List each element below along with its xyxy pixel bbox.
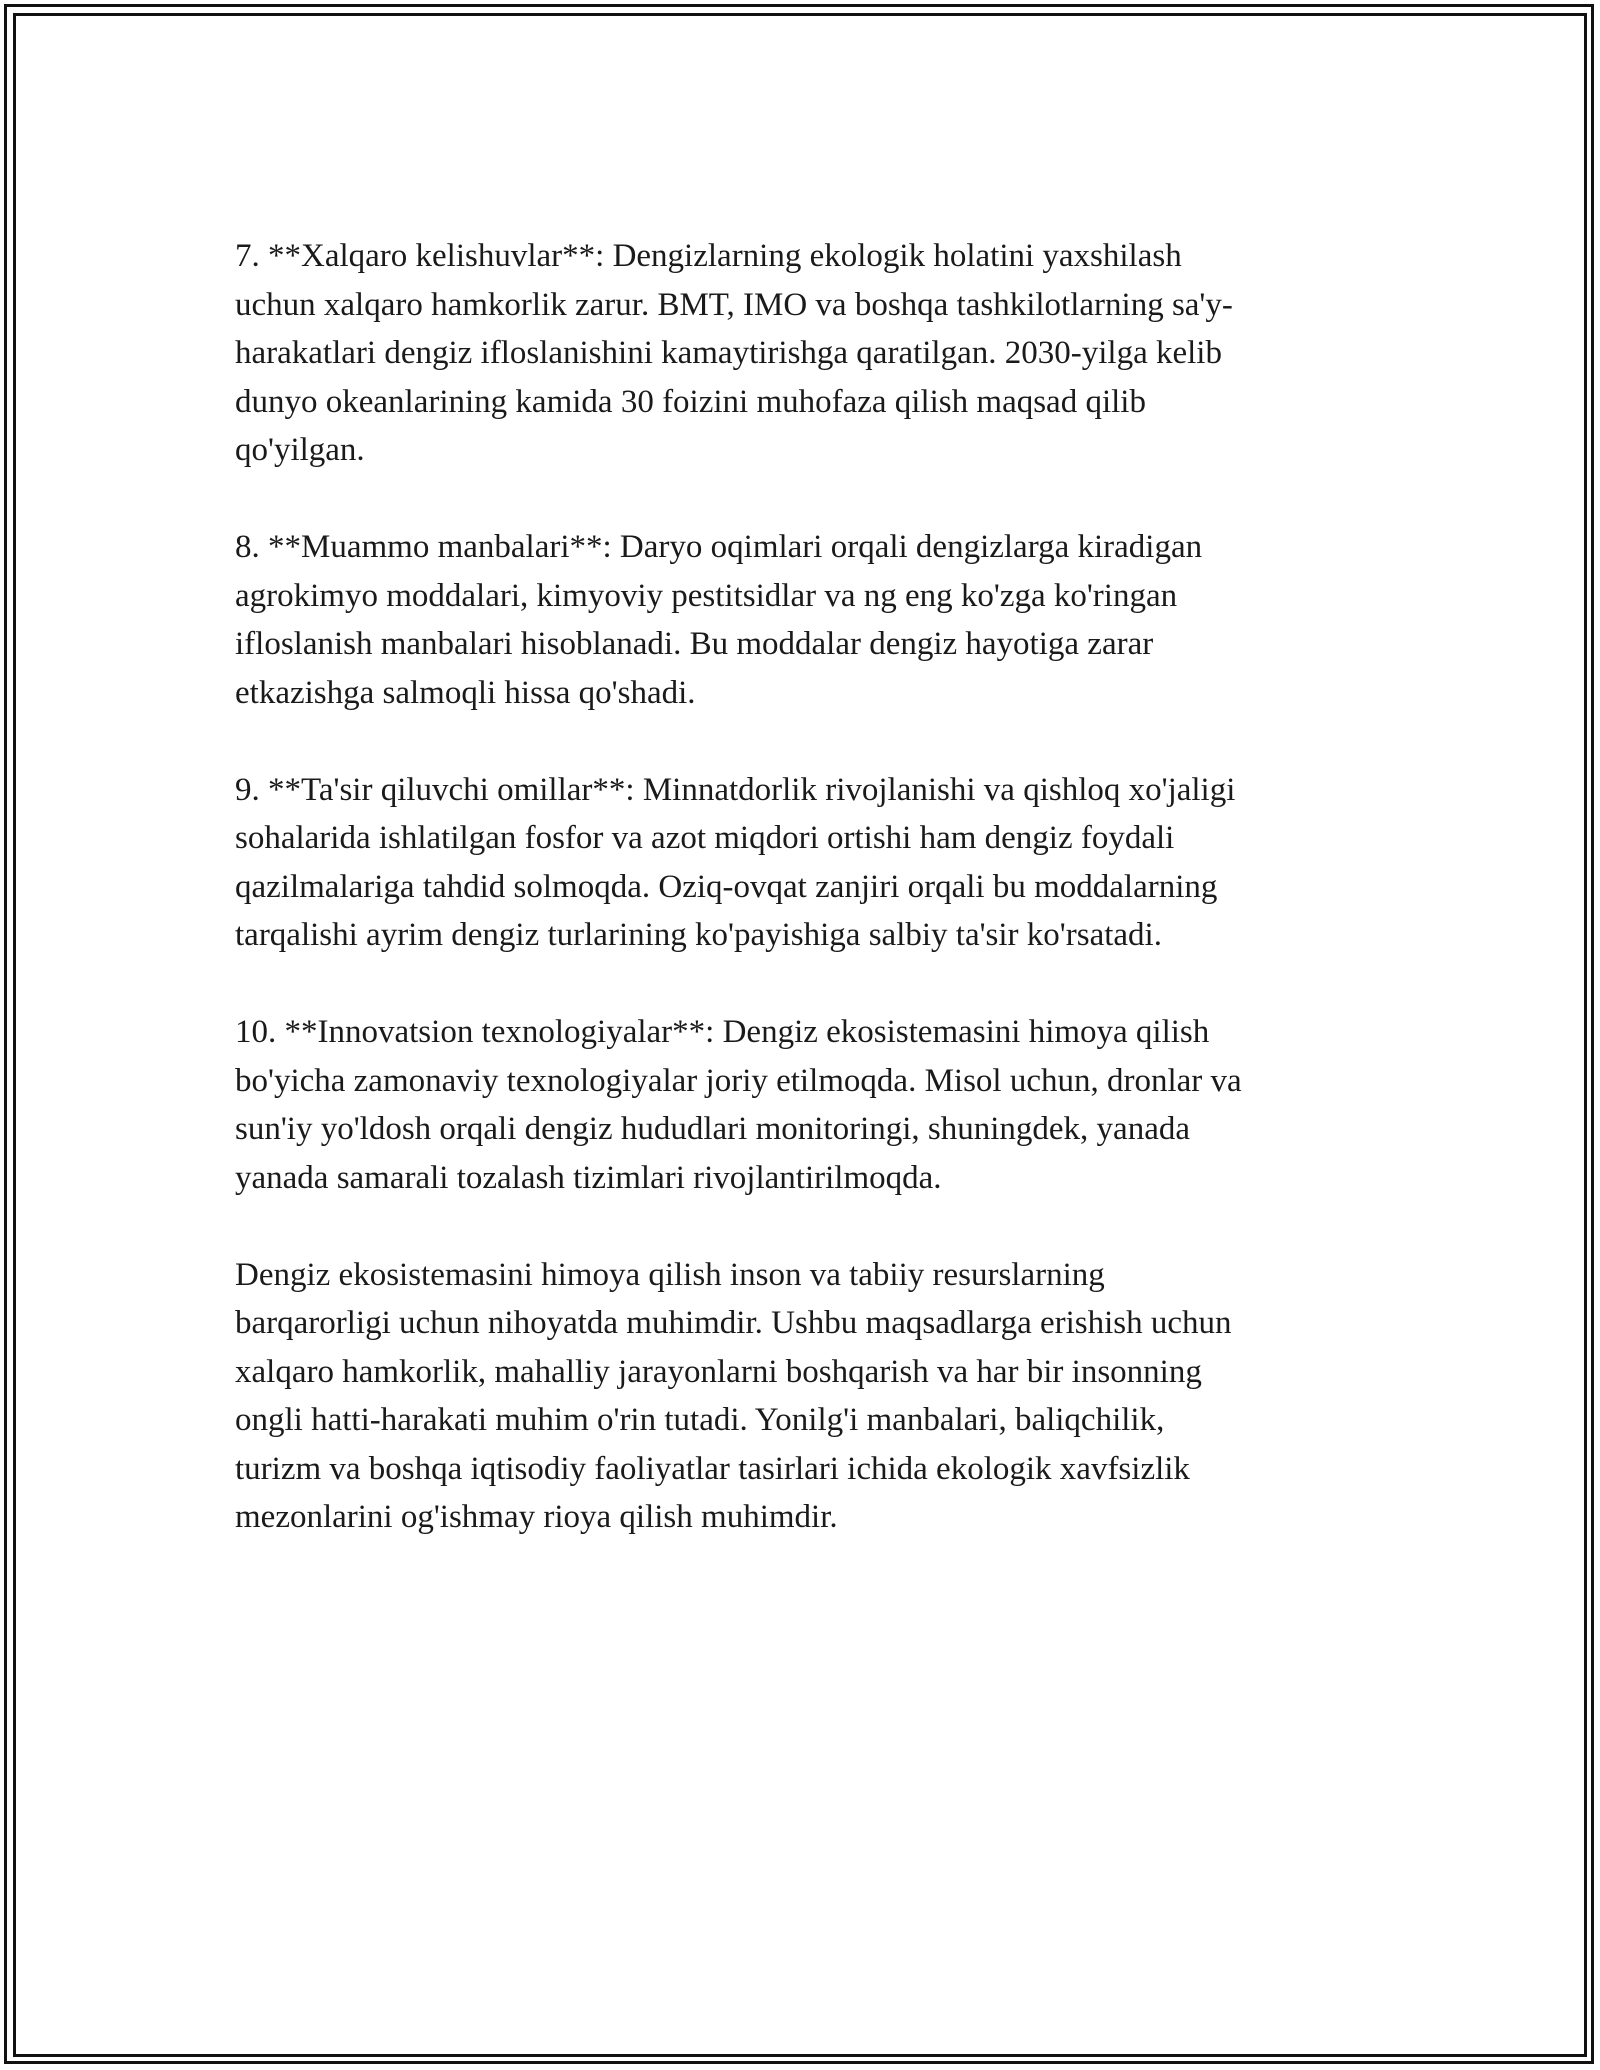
paragraph-conclusion: Dengiz ekosistemasini himoya qilish inson va tabiiy resurslarning barqarorligi uchun nihoyatda muhimdir. Ushbu maqsadlarga erishish uchun xalqaro hamkorlik, mahalliy jarayonlarni boshqarish va har bir insonning ongli hatti-harakati muhim o'rin tutadi. Yonilg'i manbalari, baliqchilik, turizm va boshqa iqtisodiy faoliyatlar tasirlari ichida ekologik xavfsizlik mezonlarini og'ishmay rioya qilish muhimdir. [235,1256,1232,1535]
document-body [235,232,1385,1542]
paragraph-muammo-manbalari: 8. **Muammo manbalari**: Daryo oqimlari orqali dengizlarga kiradigan agrokimyo moddalari, kimyoviy pestitsidlar va ng eng ko'zga ko'ringan ifloslanish manbalari hisoblanadi. Bu moddalar dengiz hayotiga zarar etkazishga salmoqli hissa qo'shadi. [235,529,1203,711]
paragraph-xalqaro-kelishuvlar: 7. **Xalqaro kelishuvlar**: Dengizlarning ekologik holatini yaxshilash uchun xalqaro hamkorlik zarur. BMT, IMO va boshqa tashkilotlarning sa'y- harakatlari dengiz ifloslanishini kamaytirishga qaratilgan. 2030-yilga kelib dunyo okeanlarining kamida 30 foizini muhofaza qilish maqsad qilib qo'yilgan. [235,238,1233,468]
paragraph-tasir-qiluvchi-omillar: 9. **Ta'sir qiluvchi omillar**: Minnatdorlik rivojlanishi va qishloq xo'jaligi sohalarida ishlatilgan fosfor va azot miqdori ortishi ham dengiz foydali qazilmalariga tahdid solmoqda. Oziq-ovqat zanjiri orqali bu moddalarning tarqalishi ayrim dengiz turlarining ko'payishiga salbiy ta'sir ko'rsatadi. [235,771,1236,953]
paragraph-innovatsion-texnologiyalar: 10. **Innovatsion texnologiyalar**: Dengiz ekosistemasini himoya qilish bo'yicha zamonaviy texnologiyalar joriy etilmoqda. Misol uchun, dronlar va sun'iy yo'ldosh orqali dengiz hududlari monitoringi, shuningdek, yanada yanada samarali tozalash tizimlari rivojlantirilmoqda. [235,1014,1242,1196]
